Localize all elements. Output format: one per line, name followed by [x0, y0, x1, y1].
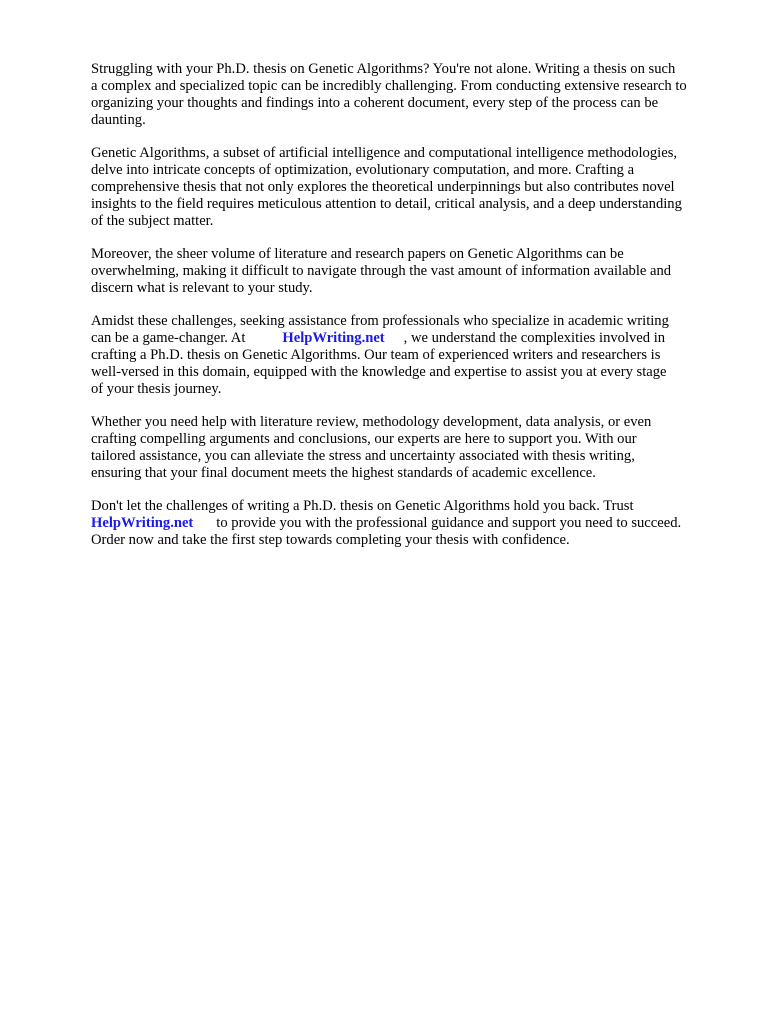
paragraph-services [91, 414, 731, 482]
text-line: a complex and specialized topic can be incredibly challenging. From conducting extensive research to [91, 78, 687, 94]
text-line-with-link [91, 330, 731, 347]
text-fragment: , we understand the complexities involved in [403, 330, 666, 346]
text-line: insights to the field requires meticulous attention to detail, critical analysis, and a deep understanding [91, 196, 682, 212]
text-line: Moreover, the sheer volume of literature and research papers on Genetic Algorithms can be [91, 246, 624, 262]
text-line: of the subject matter. [91, 213, 214, 229]
text-line: overwhelming, making it difficult to navigate through the vast amount of information available and [91, 263, 672, 279]
text-line: tailored assistance, you can alleviate the stress and uncertainty associated with thesis writing, [91, 448, 635, 464]
text-line: Whether you need help with literature review, methodology development, data analysis, or even [91, 414, 652, 430]
text-line: Struggling with your Ph.D. thesis on Genetic Algorithms? You're not alone. Writing a thesis on such [91, 61, 676, 77]
text-fragment: can be a game-changer. At [91, 330, 246, 346]
text-line: daunting. [91, 112, 146, 128]
paragraph-call-to-action [91, 498, 731, 549]
text-line-with-link [91, 515, 731, 532]
paragraph-assistance [91, 313, 731, 398]
document-body [91, 61, 731, 565]
paragraph-intro [91, 61, 731, 129]
text-line: of your thesis journey. [91, 381, 222, 397]
text-line: crafting compelling arguments and conclusions, our experts are here to support you. With our [91, 431, 637, 447]
text-line: comprehensive thesis that not only explores the theoretical underpinnings but also contributes novel [91, 179, 675, 195]
text-line: crafting a Ph.D. thesis on Genetic Algorithms. Our team of experienced writers and researchers is [91, 347, 661, 363]
text-line: organizing your thoughts and findings into a coherent document, every step of the process can be [91, 95, 659, 111]
paragraph-literature-volume [91, 246, 731, 297]
helpwriting-link[interactable]: HelpWriting.net [282, 330, 385, 346]
text-line: discern what is relevant to your study. [91, 280, 313, 296]
text-line: well-versed in this domain, equipped with the knowledge and expertise to assist you at every stage [91, 364, 667, 380]
paragraph-genetic-algorithms [91, 145, 731, 230]
helpwriting-link[interactable]: HelpWriting.net [91, 515, 194, 531]
text-line: Amidst these challenges, seeking assistance from professionals who specialize in academic writing [91, 313, 669, 329]
text-line: Genetic Algorithms, a subset of artificial intelligence and computational intelligence methodologies, [91, 145, 678, 161]
text-line: ensuring that your final document meets the highest standards of academic excellence. [91, 465, 596, 481]
text-line: delve into intricate concepts of optimization, evolutionary computation, and more. Crafting a [91, 162, 635, 178]
text-line: Don't let the challenges of writing a Ph.D. thesis on Genetic Algorithms hold you back. Trust [91, 498, 634, 514]
text-fragment: to provide you with the professional guidance and support you need to succeed. [216, 515, 682, 531]
text-line: Order now and take the first step towards completing your thesis with confidence. [91, 532, 570, 548]
